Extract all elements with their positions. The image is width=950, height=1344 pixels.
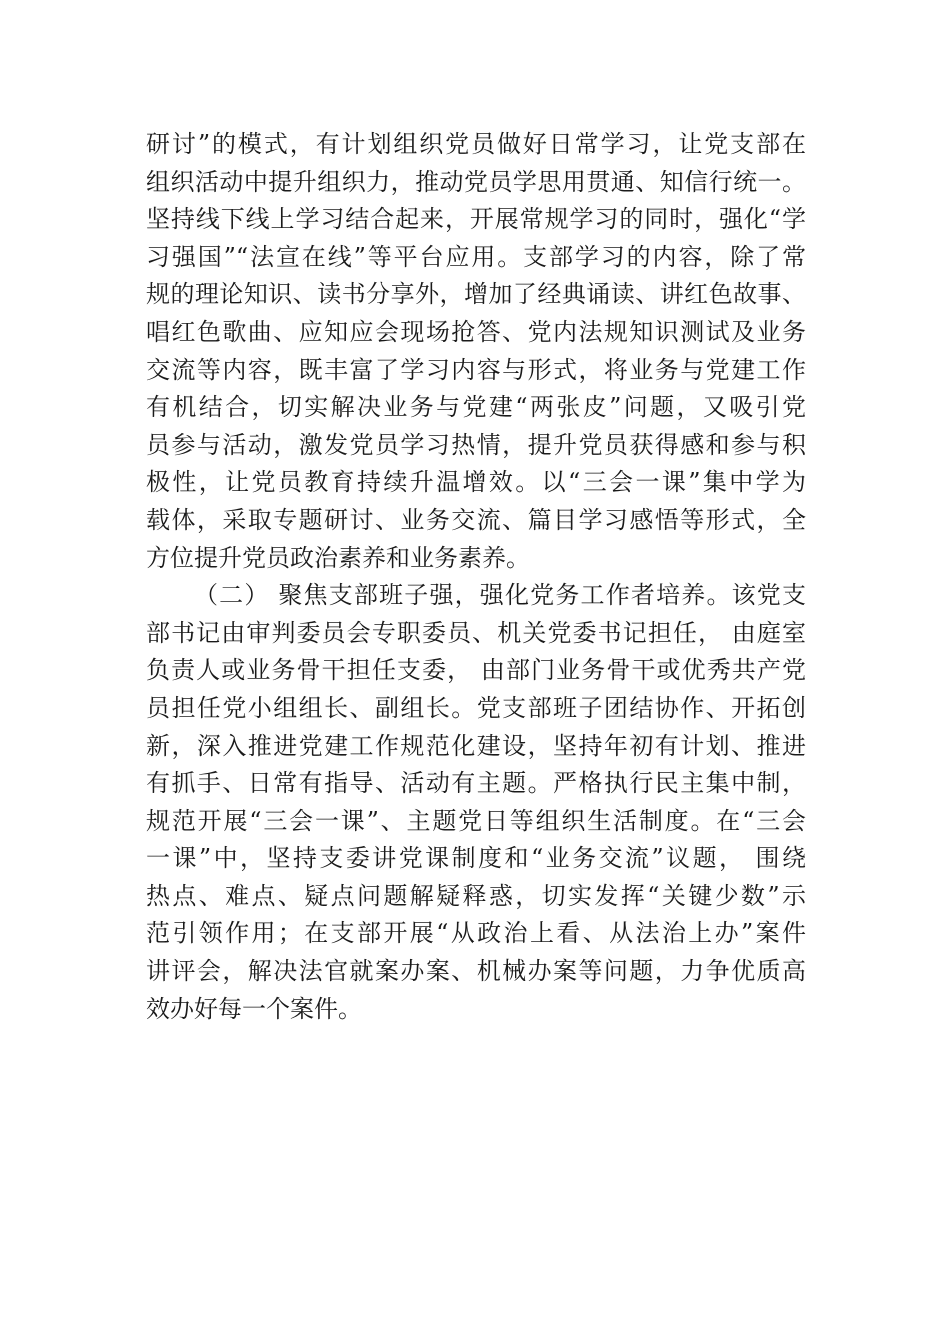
paragraph-1-line: 有机结合，切实解决业务与党建“两张皮”问题，又吸引党	[146, 393, 806, 422]
paragraph-1-line: 员参与活动，激发党员学习热情，提升党员获得感和参与积	[146, 430, 806, 459]
paragraph-2-line: 效办好每一个案件。	[146, 994, 362, 1023]
paragraph-1-line: 极性，让党员教育持续升温增效。以“三会一课”集中学为	[146, 468, 806, 497]
paragraph-2-line: 新，深入推进党建工作规范化建设，坚持年初有计划、推进	[146, 731, 806, 760]
paragraph-2-line: 部书记由审判委员会专职委员、机关党委书记担任， 由庭室	[146, 618, 806, 647]
paragraph-2-line: 有抓手、日常有指导、活动有主题。严格执行民主集中制，	[146, 769, 806, 798]
paragraph-2-line: 规范开展“三会一课”、主题党日等组织生活制度。在“三会	[146, 806, 806, 835]
paragraph-1-line: 习强国”“法宣在线”等平台应用。支部学习的内容，除了常	[146, 242, 806, 271]
paragraph-1-line: 规的理论知识、读书分享外，增加了经典诵读、讲红色故事、	[146, 280, 806, 309]
paragraph-2-line: 负责人或业务骨干担任支委， 由部门业务骨干或优秀共产党	[146, 656, 806, 685]
paragraph-2-line: 员担任党小组组长、副组长。党支部班子团结协作、开拓创	[146, 693, 806, 722]
document-body	[146, 126, 806, 1028]
paragraph-2-line: 热点、难点、疑点问题解疑释惑，切实发挥“关键少数”示	[146, 881, 806, 910]
paragraph-2-line: 一课”中，坚持支委讲党课制度和“业务交流”议题， 围绕	[146, 844, 806, 873]
paragraph-1-line: 坚持线下线上学习结合起来，开展常规学习的同时，强化“学	[146, 205, 806, 234]
paragraph-2-line: 讲评会，解决法官就案办案、机械办案等问题，力争优质高	[146, 957, 806, 986]
paragraph-1-line: 方位提升党员政治素养和业务素养。	[146, 543, 530, 572]
paragraph-1-line: 研讨”的模式，有计划组织党员做好日常学习，让党支部在	[146, 130, 806, 158]
paragraph-1-line: 唱红色歌曲、应知应会现场抢答、党内法规知识测试及业务	[146, 317, 806, 346]
paragraph-2	[146, 577, 806, 1028]
paragraph-1-line: 交流等内容，既丰富了学习内容与形式，将业务与党建工作	[146, 355, 806, 384]
paragraph-2-line: 范引领作用；在支部开展“从政治上看、从法治上办”案件	[146, 919, 806, 948]
paragraph-1-line: 组织活动中提升组织力，推动党员学思用贯通、知信行统一。	[146, 167, 806, 196]
paragraph-2-heading-line: （二） 聚焦支部班子强，强化党务工作者培养。该党支	[194, 581, 806, 610]
paragraph-1	[146, 126, 806, 577]
paragraph-1-line: 载体，采取专题研讨、业务交流、篇目学习感悟等形式，全	[146, 505, 806, 534]
